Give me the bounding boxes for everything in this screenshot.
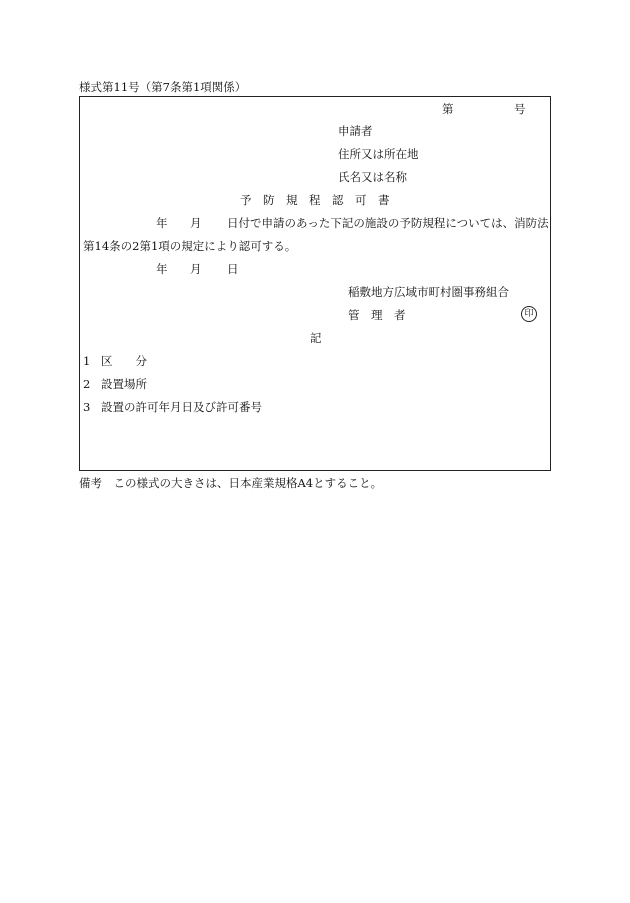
- item-1-number: 1: [83, 354, 91, 368]
- number-go: 号: [514, 102, 526, 116]
- body-line1-text: 日付で申請のあった下記の施設の予防規程については、消防法: [227, 216, 549, 230]
- body-year: 年: [156, 216, 168, 230]
- issuer-role: 管 理 者: [348, 308, 406, 322]
- issuer-organization: 稲敷地方広域市町村圏事務組合: [348, 285, 509, 299]
- date-year: 年: [156, 262, 168, 276]
- form-header-label: 様式第11号（第7条第1項関係）: [79, 80, 247, 94]
- footer-note: 備考 この様式の大きさは、日本産業規格A4とすること。: [79, 476, 383, 490]
- ki-label: 記: [310, 331, 322, 345]
- item-3-label: 設置の許可年月日及び許可番号: [101, 400, 262, 414]
- seal-mark: 印: [521, 306, 537, 322]
- item-3-number: 3: [83, 400, 91, 414]
- applicant-title: 申請者: [338, 124, 373, 138]
- body-line2-text: 第14条の2第1項の規定により認可する。: [83, 239, 297, 253]
- number-dai: 第: [442, 102, 454, 116]
- date-month: 月: [190, 262, 202, 276]
- item-2-number: 2: [83, 377, 91, 391]
- body-month: 月: [190, 216, 202, 230]
- applicant-address-label: 住所又は所在地: [338, 147, 419, 161]
- item-2-label: 設置場所: [101, 377, 147, 391]
- applicant-name-label: 氏名又は名称: [338, 170, 407, 184]
- date-day: 日: [227, 262, 239, 276]
- document-title: 予 防 規 程 認 可 書: [240, 193, 390, 207]
- item-1-label: 区 分: [101, 354, 147, 368]
- form-box: [79, 96, 551, 471]
